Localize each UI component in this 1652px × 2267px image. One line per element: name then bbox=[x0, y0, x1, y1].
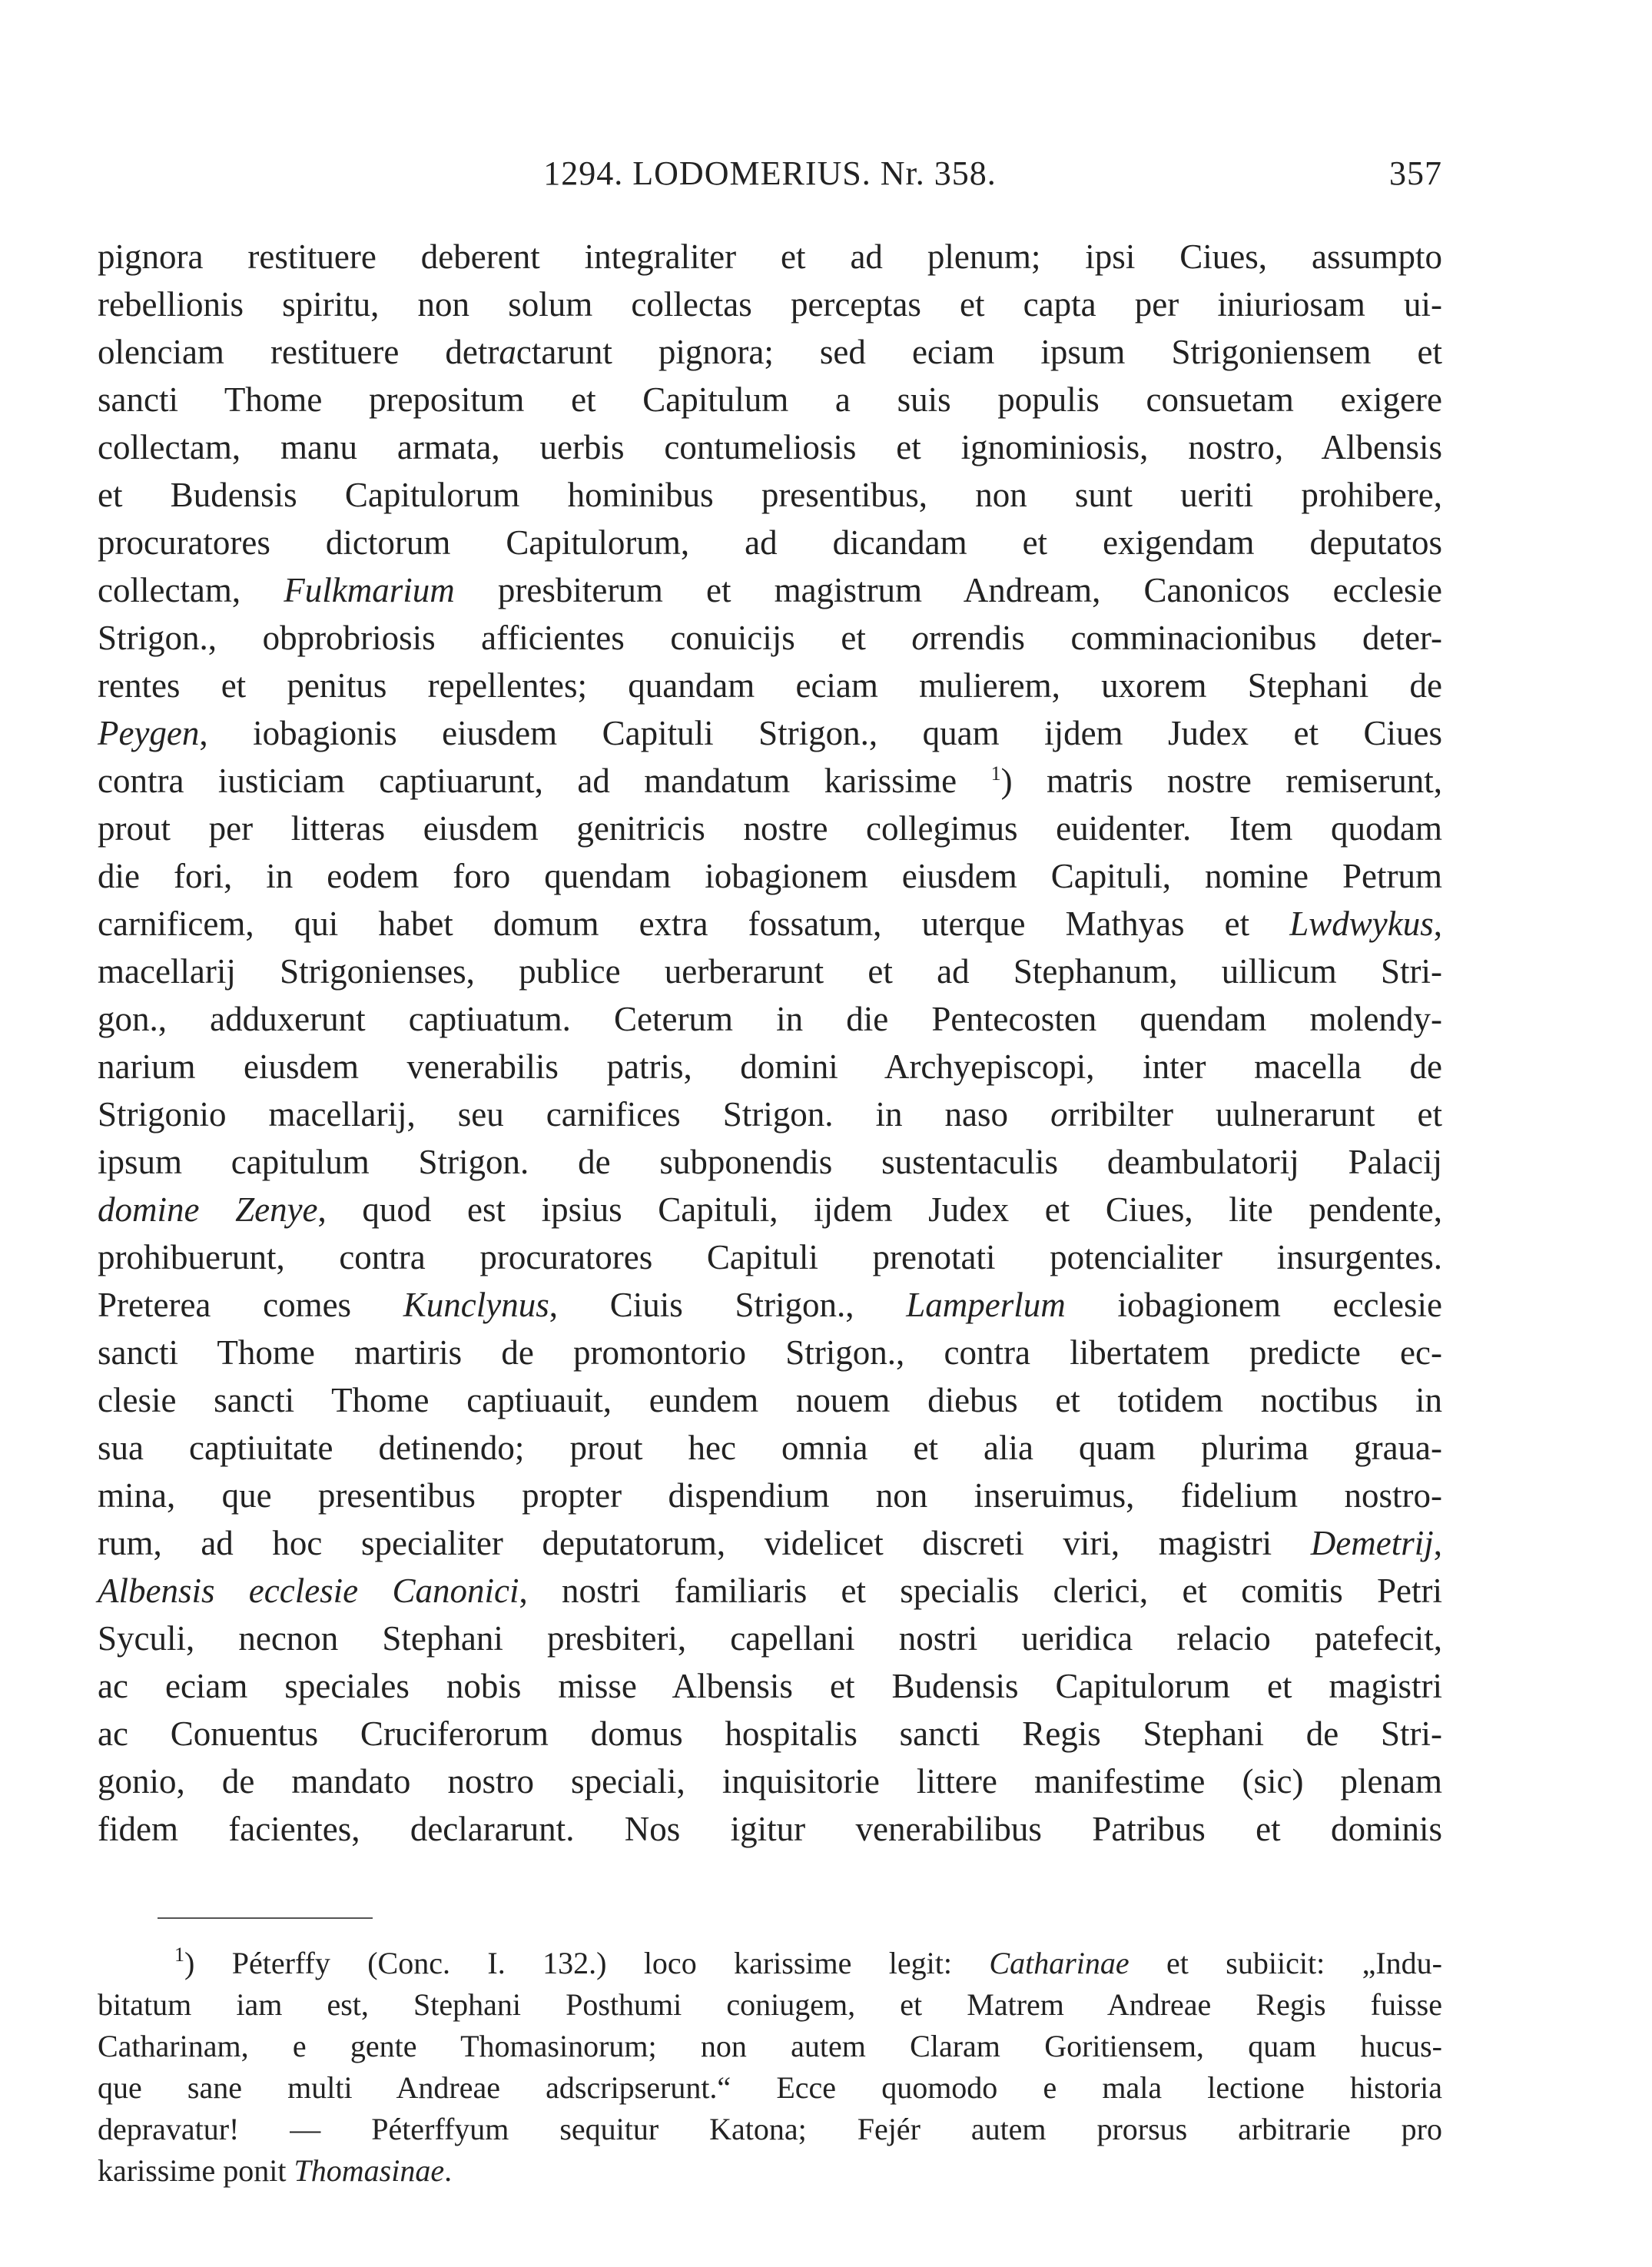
text-line: mina, que presentibus propter dispendium non inseruimus, fidelium nostro- bbox=[98, 1476, 1442, 1515]
text-line: macellarij Strigonienses, publice uerberarunt et ad Stephanum, uillicum Stri- bbox=[98, 952, 1442, 991]
text-line: ac Conuentus Cruciferorum domus hospitalis sancti Regis Stephani de Stri- bbox=[98, 1714, 1442, 1753]
text-line: Albensis ecclesie Canonici, nostri familiaris et specialis clerici, et comitis Petri bbox=[98, 1572, 1442, 1610]
text-line: Peygen, iobagionis eiusdem Capituli Strigon., quam ijdem Judex et Ciues bbox=[98, 714, 1442, 752]
footnote-line: karissime ponit Thomasinae. bbox=[98, 2153, 453, 2188]
footnote-line: que sane multi Andreae adscripserunt.“ Ecce quomodo e mala lectione historia bbox=[98, 2070, 1442, 2105]
text-line: gon., adduxerunt captiuatum. Ceterum in die Pentecosten quendam molendy- bbox=[98, 1000, 1442, 1038]
text-line: die fori, in eodem foro quendam iobagionem eiusdem Capituli, nomine Petrum bbox=[98, 857, 1442, 895]
footnote-line: depravatur! — Péterffyum sequitur Katona; Fejér autem prorsus arbitrarie pro bbox=[98, 2112, 1442, 2146]
text-line: Strigon., obprobriosis afficientes conuicijs et orrendis comminacionibus deter- bbox=[98, 619, 1442, 657]
text-line: collectam, Fulkmarium presbiterum et magistrum Andream, Canonicos ecclesie bbox=[98, 571, 1443, 609]
text-line: rum, ad hoc specialiter deputatorum, videlicet discreti viri, magistri Demetrij, bbox=[98, 1524, 1442, 1562]
text-line: ac eciam speciales nobis misse Albensis et Budensis Capitulorum et magistri bbox=[98, 1667, 1442, 1705]
text-line: et Budensis Capitulorum hominibus presentibus, non sunt ueriti prohibere, bbox=[98, 476, 1442, 514]
text-line: prout per litteras eiusdem genitricis nostre collegimus euidenter. Item quodam bbox=[98, 809, 1442, 848]
footnote-line: bitatum iam est, Stephani Posthumi coniugem, et Matrem Andreae Regis fuisse bbox=[98, 1987, 1442, 2022]
text-line: clesie sancti Thome captiuauit, eundem nouem diebus et totidem noctibus in bbox=[98, 1381, 1442, 1419]
text-line: ipsum capitulum Strigon. de subponendis sustentaculis deambulatorij Palacij bbox=[98, 1143, 1442, 1181]
text-line: Syculi, necnon Stephani presbiteri, capellani nostri ueridica relacio patefecit, bbox=[98, 1619, 1442, 1658]
text-line: sancti Thome martiris de promontorio Strigon., contra libertatem predicte ec- bbox=[98, 1333, 1442, 1372]
text-line: pignora restituere deberent integraliter et ad plenum; ipsi Ciues, assumpto bbox=[98, 237, 1442, 276]
footnote-line: $^1$) Péterffy (Conc. I. 132.) loco karissime legit: Catharinae et subiicit: „Indu- bbox=[174, 1943, 1442, 1980]
text-line: prohibuerunt, contra procuratores Capituli prenotati potencialiter insurgentes. bbox=[98, 1238, 1442, 1276]
text-line: procuratores dictorum Capitulorum, ad dicandam et exigendam deputatos bbox=[98, 523, 1442, 562]
text-line: carnificem, qui habet domum extra fossatum, uterque Mathyas et Lwdwykus, bbox=[98, 904, 1442, 943]
text-line: rentes et penitus repellentes; quandam eciam mulierem, uxorem Stephani de bbox=[98, 666, 1442, 705]
text-line: olenciam restituere detractarunt pignora; sed eciam ipsum Strigoniensem et bbox=[98, 333, 1442, 371]
text-line: Preterea comes Kunclynus, Ciuis Strigon., Lamperlum iobagionem ecclesie bbox=[98, 1286, 1442, 1324]
page-header bbox=[98, 154, 1442, 192]
text-line: fidem facientes, declararunt. Nos igitur venerabilibus Patribus et dominis bbox=[98, 1810, 1442, 1848]
text-line: rebellionis spiritu, non solum collectas perceptas et capta per iniuriosam ui- bbox=[98, 285, 1442, 324]
footnote bbox=[98, 1943, 1442, 2192]
footnote-rule bbox=[158, 1917, 373, 1919]
text-line: contra iusticiam captiuarunt, ad mandatum karissime $^1$) matris nostre remiserunt, bbox=[98, 762, 1442, 800]
text-line: Strigonio macellarij, seu carnifices Strigon. in naso orribilter uulnerarunt et bbox=[98, 1095, 1442, 1134]
main-text bbox=[98, 233, 1442, 1853]
text-line: domine Zenye, quod est ipsius Capituli, ijdem Judex et Ciues, lite pendente, bbox=[98, 1190, 1442, 1229]
text-line: sancti Thome prepositum et Capitulum a suis populis consuetam exigere bbox=[98, 380, 1442, 419]
footnote-line: Catharinam, e gente Thomasinorum; non autem Claram Goritiensem, quam hucus- bbox=[98, 2029, 1442, 2063]
text-line: gonio, de mandato nostro speciali, inquisitorie littere manifestime (sic) plenam bbox=[98, 1762, 1442, 1801]
text-line: collectam, manu armata, uerbis contumeliosis et ignominiosis, nostro, Albensis bbox=[98, 428, 1442, 466]
text-line: sua captiuitate detinendo; prout hec omnia et alia quam plurima graua- bbox=[98, 1429, 1442, 1467]
text-line: narium eiusdem venerabilis patris, domini Archyepiscopi, inter macella de bbox=[98, 1047, 1442, 1086]
running-title: 1294. LODOMERIUS. Nr. 358. bbox=[543, 154, 997, 192]
page-number: 357 bbox=[1389, 154, 1442, 192]
